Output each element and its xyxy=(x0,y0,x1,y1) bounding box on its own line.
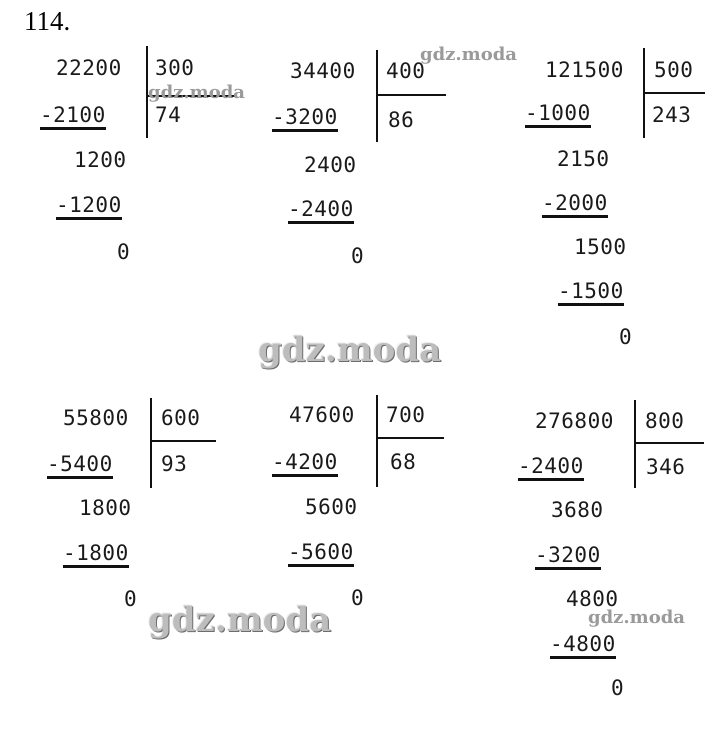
divisor: 400 xyxy=(386,59,426,83)
division-horizontal-line xyxy=(643,92,705,94)
subtrahend: -2000 xyxy=(542,191,608,218)
final-remainder: 0 xyxy=(351,586,365,610)
final-remainder: 0 xyxy=(351,244,365,268)
divisor: 300 xyxy=(155,56,195,80)
quotient: 74 xyxy=(155,103,182,127)
divisor: 800 xyxy=(645,409,685,433)
remainder: 1500 xyxy=(574,235,627,259)
division-vertical-line xyxy=(150,398,152,488)
subtrahend: -2400 xyxy=(518,454,584,481)
division-vertical-line xyxy=(376,50,378,142)
watermark: gdz.moda xyxy=(588,607,685,628)
divisor: 600 xyxy=(161,406,201,430)
dividend: 34400 xyxy=(290,59,356,83)
remainder: 3680 xyxy=(551,498,604,522)
subtrahend: -3200 xyxy=(535,543,601,570)
quotient: 86 xyxy=(388,108,415,132)
final-remainder: 0 xyxy=(117,240,131,264)
subtrahend: -2400 xyxy=(288,197,354,224)
subtrahend: -2100 xyxy=(40,103,106,130)
division-vertical-line xyxy=(376,395,378,487)
subtrahend: -1200 xyxy=(56,193,122,220)
remainder: 1800 xyxy=(79,496,132,520)
remainder: 4800 xyxy=(566,587,619,611)
remainder: 2400 xyxy=(304,153,357,177)
dividend: 47600 xyxy=(289,403,355,427)
subtrahend: -1500 xyxy=(558,279,624,306)
subtrahend: -4800 xyxy=(550,632,616,659)
final-remainder: 0 xyxy=(124,587,138,611)
dividend: 22200 xyxy=(56,56,122,80)
divisor: 500 xyxy=(654,58,694,82)
watermark: gdz.moda xyxy=(148,600,332,640)
dividend: 121500 xyxy=(545,58,624,82)
remainder: 1200 xyxy=(74,148,127,172)
division-horizontal-line xyxy=(376,94,446,96)
quotient: 243 xyxy=(652,103,692,127)
division-horizontal-line xyxy=(150,440,216,442)
subtrahend: -5400 xyxy=(47,452,113,479)
final-remainder: 0 xyxy=(611,676,625,700)
quotient: 68 xyxy=(390,450,417,474)
watermark: gdz.moda xyxy=(148,82,245,103)
watermark: gdz.moda xyxy=(420,44,517,65)
subtrahend: -4200 xyxy=(272,450,338,477)
division-vertical-line xyxy=(634,400,636,488)
remainder: 5600 xyxy=(305,495,358,519)
subtrahend: -5600 xyxy=(288,540,354,567)
watermark: gdz.moda xyxy=(258,330,442,370)
quotient: 93 xyxy=(161,452,188,476)
remainder: 2150 xyxy=(557,147,610,171)
dividend: 276800 xyxy=(535,409,614,433)
subtrahend: -3200 xyxy=(272,105,338,132)
subtrahend: -1800 xyxy=(63,541,129,568)
divisor: 700 xyxy=(386,403,426,427)
division-horizontal-line xyxy=(634,442,704,444)
problem-number: 114. xyxy=(24,6,71,36)
subtrahend: -1000 xyxy=(525,101,591,128)
final-remainder: 0 xyxy=(619,325,633,349)
dividend: 55800 xyxy=(63,406,129,430)
quotient: 346 xyxy=(646,455,686,479)
division-horizontal-line xyxy=(376,437,444,439)
